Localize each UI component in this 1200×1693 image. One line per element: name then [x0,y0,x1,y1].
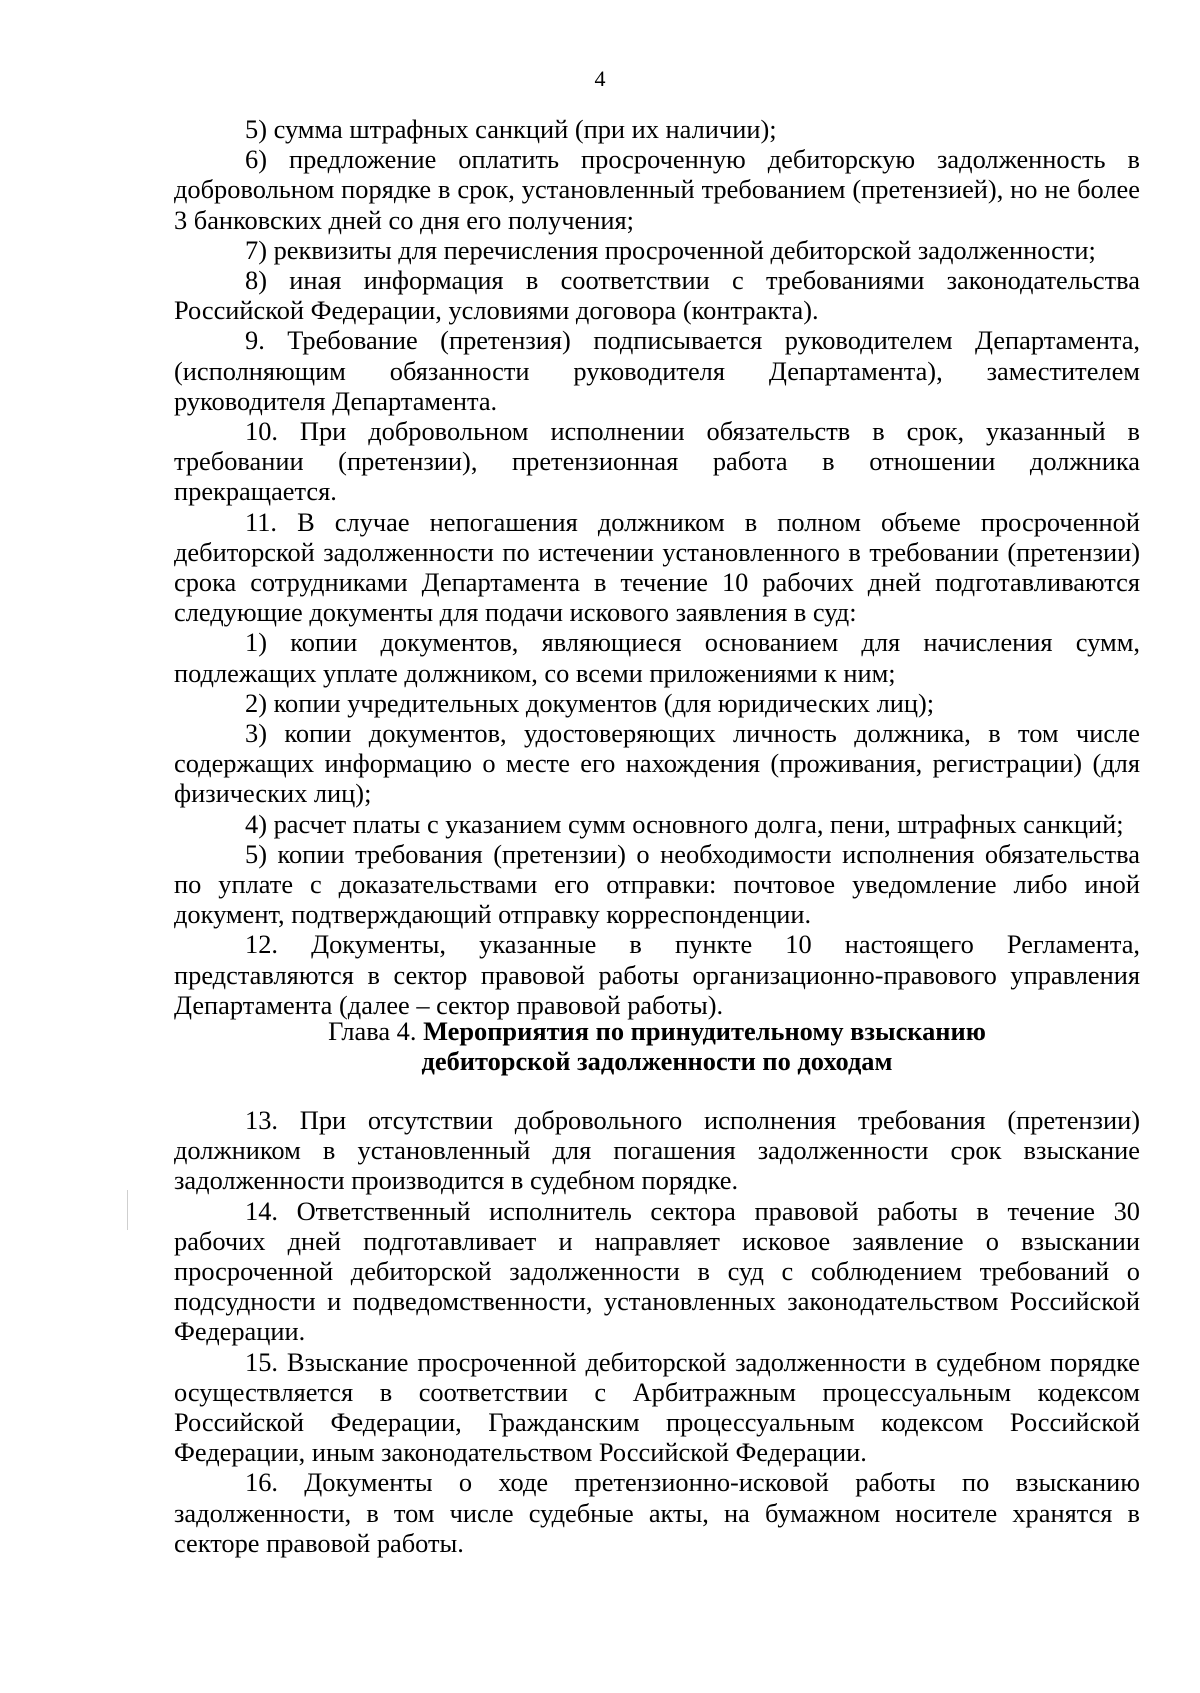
chapter-heading-line-1 [174,1016,1140,1046]
paragraph-10-voluntary-execution: 10. При добровольном исполнении обязательств в срок, указанный в требовании (претензии), претензионная работа в отношении должника прекращается. [174,416,1140,507]
paragraph-item-8-other-info: 8) иная информация в соответствии с требованиями законодательства Российской Федерации, условиями договора (контракта). [174,265,1140,326]
paragraph-item-3-identity-docs: 3) копии документов, удостоверяющих личность должника, в том числе содержащих информацию о месте его нахождения (проживания, регистрации) (для физических лиц); [174,718,1140,809]
page-number: 4 [594,66,606,91]
paragraph-item-4-calculation: 4) расчет платы с указанием сумм основного долга, пени, штрафных санкций; [245,808,1124,839]
paragraph-11-documents-list: 11. В случае непогашения должником в полном объеме просроченной дебиторской задолженности по истечении установленного в требовании (претензии) срока сотрудниками Департамента в течение 10 рабочих дней подготавливаются следующие документы для подачи искового заявления в суд: [174,506,1140,628]
document-body-top [174,114,1140,1020]
paragraph-14-claim-preparation: 14. Ответственный исполнитель сектора правовой работы в течение 30 рабочих дней подготавливает и направляет исковое заявление о взыскании просроченной дебиторской задолженности в суд с соблюдением требований о подсудности и подведомственности, установленных законодательством Российской Федерации. [174,1195,1140,1347]
chapter-title-line-2: дебиторской задолженности по доходам [421,1046,893,1077]
paragraph-12-submission: 12. Документы, указанные в пункте 10 настоящего Регламента, представляются в сектор правовой работы организационно-правового управления Департамента (далее – сектор правовой работы). [174,929,1140,1020]
scan-artifact-line [127,1190,128,1230]
paragraph-item-2-founding-docs: 2) копии учредительных документов (для юридических лиц); [245,687,935,718]
paragraph-item-6-payment-offer: 6) предложение оплатить просроченную дебиторскую задолженность в добровольном порядке в срок, установленный требованием (претензией), но не более 3 банковских дней со дня его получения; [174,144,1140,235]
paragraph-13-court-procedure: 13. При отсутствии добровольного исполнения требования (претензии) должником в установленный для погашения задолженности срок взыскание задолженности производится в судебном порядке. [174,1105,1140,1196]
chapter-prefix: Глава 4. [328,1016,424,1046]
paragraph-15-legal-basis: 15. Взыскание просроченной дебиторской задолженности в судебном порядке осуществляется в соответствии с Арбитражным процессуальным кодексом Российской Федерации, Гражданским процессуальным кодексом Российской Федерации, иным законодательством Российской Федерации. [174,1346,1140,1468]
paragraph-item-1-copies: 1) копии документов, являющиеся основанием для начисления сумм, подлежащих уплате должником, со всеми приложениями к ним; [174,627,1140,688]
paragraph-9-signature: 9. Требование (претензия) подписывается руководителем Департамента, (исполняющим обязанности руководителя Департамента), заместителем руководителя Департамента. [174,325,1140,416]
paragraph-item-5-claim-copies: 5) копии требования (претензии) о необходимости исполнения обязательства по уплате с доказательствами его отправки: почтовое уведомление либо иной документ, подтверждающий отправку корреспонденции. [174,838,1140,930]
chapter-heading [174,1016,1140,1076]
document-body-bottom [174,1105,1140,1558]
paragraph-item-7-requisites: 7) реквизиты для перечисления просроченной дебиторской задолженности; [245,234,1096,265]
paragraph-16-document-storage: 16. Документы о ходе претензионно-исковой работы по взысканию задолженности, в том числе судебные акты, на бумажном носителе хранятся в секторе правовой работы. [174,1467,1140,1558]
chapter-title-line-1: Мероприятия по принудительному взысканию [423,1016,986,1046]
paragraph-item-5-penalties: 5) сумма штрафных санкций (при их наличии); [245,114,777,144]
